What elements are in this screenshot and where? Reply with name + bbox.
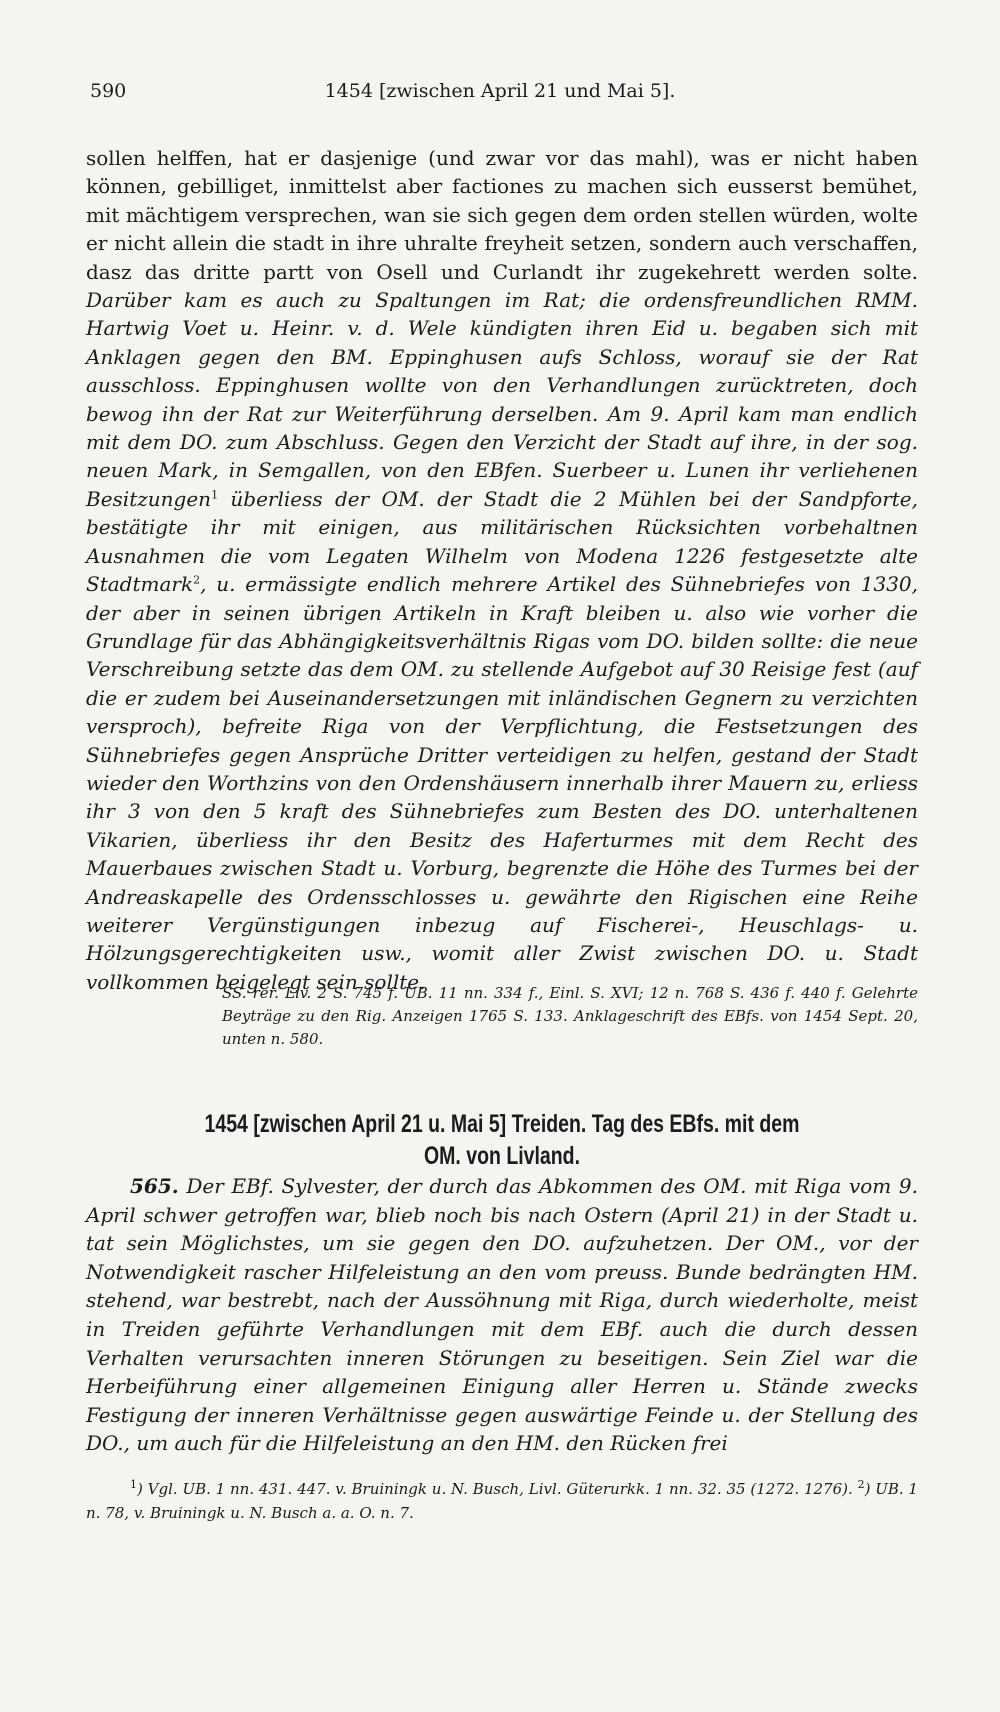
footnote-2-text: ) UB. 1 n. 78, v. Bruiningk u. N. Busch a. a. O. n. 7. — [86, 1480, 918, 1522]
page-number: 590 — [90, 80, 127, 102]
entry-paragraph — [86, 1172, 918, 1458]
entry-text: Der EBf. Sylvester, der durch das Abkommen des OM. mit Riga vom 9. April schwer getroffen war, blieb noch bis nach Ostern (April 21) in der Stadt u. tat sein Möglichstes, um sie gegen den DO. aufzuhetzen. Der OM., vor der Notwendigkeit rascher Hilfeleistung an den vom preuss. Bunde bedrängten HM. stehend, war bestrebt, nach der Aussöhnung mit Riga, durch wiederholte, meist in Treiden geführte Verhandlungen mit dem EBf. auch die durch dessen Verhalten verursachten inneren Störungen zu beseitigen. Sein Ziel war die Herbeiführung einer allgemeinen Einigung aller Herren u. Stände zwecks Festigung der inneren Verhältnisse gegen auswärtige Feinde u. der Stellung des DO., um auch für die Hilfeleistung an den HM. den Rücken frei — [86, 1174, 919, 1456]
body-paragraph — [86, 144, 918, 996]
footnote-2-label: 2 — [857, 1478, 865, 1491]
footnote-1-label: 1 — [130, 1478, 137, 1491]
footnote-marker-2: 2 — [193, 573, 201, 587]
main-text — [86, 144, 918, 996]
entry-heading-line-1: 1454 [zwischen April 21 u. Mai 5] Treiden. Tag des EBfs. mit dem — [204, 1110, 800, 1138]
editorial-text-part-2: überliess der OM. der Stadt die 2 Mühlen bei der Sandpforte, bestätigte ihr mit einigen, aus militärischen Rücksichten vorbehaltnen Ausnahmen die vom Legaten Wilhelm von Modena 1226 festgesetzte alte Stadtmark — [86, 486, 918, 597]
editorial-text-part-3: , u. ermässigte endlich mehrere Artikel des Sühnebriefes von 1330, der aber in seinen übrigen Artikeln in Kraft bleiben u. also wie vorher die Grundlage für das Abhängigkeitsverhältnis Rigas vom DO. bilden sollte: die neue Verschreibung setzte das dem OM. zu stellende Aufgebot auf 30 Reisige fest (auf die er zudem bei Auseinandersetzungen mit inländischen Gegnern zu verzichten versproch), befreite Riga von der Verpflichtung, die Festsetzungen des Sühnebriefes gegen Ansprüche Dritter verteidigen zu helfen, gestand der Stadt wieder den Worthzins von den Ordenshäusern innerhalb ihrer Mauern zu, erliess ihr 3 von den 5 kraft des Sühnebriefes zum Besten des DO. unterhaltenen Vikarien, überliess ihr den Besitz des Haferturmes mit dem Recht des Mauerbaues zwischen Stadt u. Vorburg, begrenzte die Höhe des Turmes bei der Andreaskapelle des Ordensschlosses u. gewährte den Rigischen eine Reihe weiterer Vergünstigungen inbezug auf Fischerei-, Heuschlags- u. Hölzungsgerechtigkeiten usw., womit aller Zwist zwischen DO. u. Stadt vollkommen beigelegt sein sollte. — [86, 572, 918, 994]
footnote-marker-1: 1 — [211, 488, 219, 502]
editorial-text — [86, 288, 918, 994]
entry-number: 565. — [130, 1174, 179, 1198]
footnotes — [86, 1477, 918, 1525]
entry-body — [86, 1172, 918, 1458]
footnote-1-text: ) Vgl. UB. 1 nn. 431. 447. v. Bruiningk u. N. Busch, Livl. Güterurkk. 1 nn. 32. 35 (1272. 1276). — [137, 1480, 853, 1498]
entry-heading — [178, 1108, 827, 1172]
source-references: SS. rer. Liv. 2 S. 745 f. UB. 11 nn. 334 f., Einl. S. XVI; 12 n. 768 S. 436 f. 440 f. Gelehrte Beyträge zu den Rig. Anzeigen 1765 S. 133. Anklageschrift des EBfs. von 1454 Sept. 20, unten n. 580. — [222, 984, 918, 1048]
page-header — [90, 80, 910, 110]
editorial-text-part-1: Darüber kam es auch zu Spaltungen im Rat; die ordensfreundlichen RMM. Hartwig Voet u. Heinr. v. d. Wele kündigten ihren Eid u. begaben sich mit Anklagen gegen den BM. Eppinghusen aufs Schloss, worauf sie der Rat ausschloss. Eppinghusen wollte von den Verhandlungen zurücktreten, doch bewog ihn der Rat zur Weiterführung derselben. Am 9. April kam man endlich mit dem DO. zum Abschluss. Gegen den Verzicht der Stadt auf ihre, in der sog. neuen Mark, in Semgallen, von den EBfen. Suerbeer u. Lunen ihr verliehenen Besitzungen — [86, 288, 918, 511]
quoted-source-text: sollen helffen, hat er dasjenige (und zwar vor das mahl), was er nicht haben können, gebilliget, inmittelst aber factiones zu machen sich eusserst bemühet, mit mächtigem versprechen, wan sie sich gegen dem orden stellen würden, wolte er nicht allein die stadt in ihre uhralte freyheit setzen, sondern auch verschaffen, dasz das dritte partt von Osell und Curlandt ihr zugekehrett werden solte. — [86, 146, 918, 284]
footnote-1 — [86, 1477, 918, 1525]
entry-heading-line-2: OM. von Livland. — [423, 1142, 580, 1170]
running-head: 1454 [zwischen April 21 und Mai 5]. — [324, 80, 676, 102]
